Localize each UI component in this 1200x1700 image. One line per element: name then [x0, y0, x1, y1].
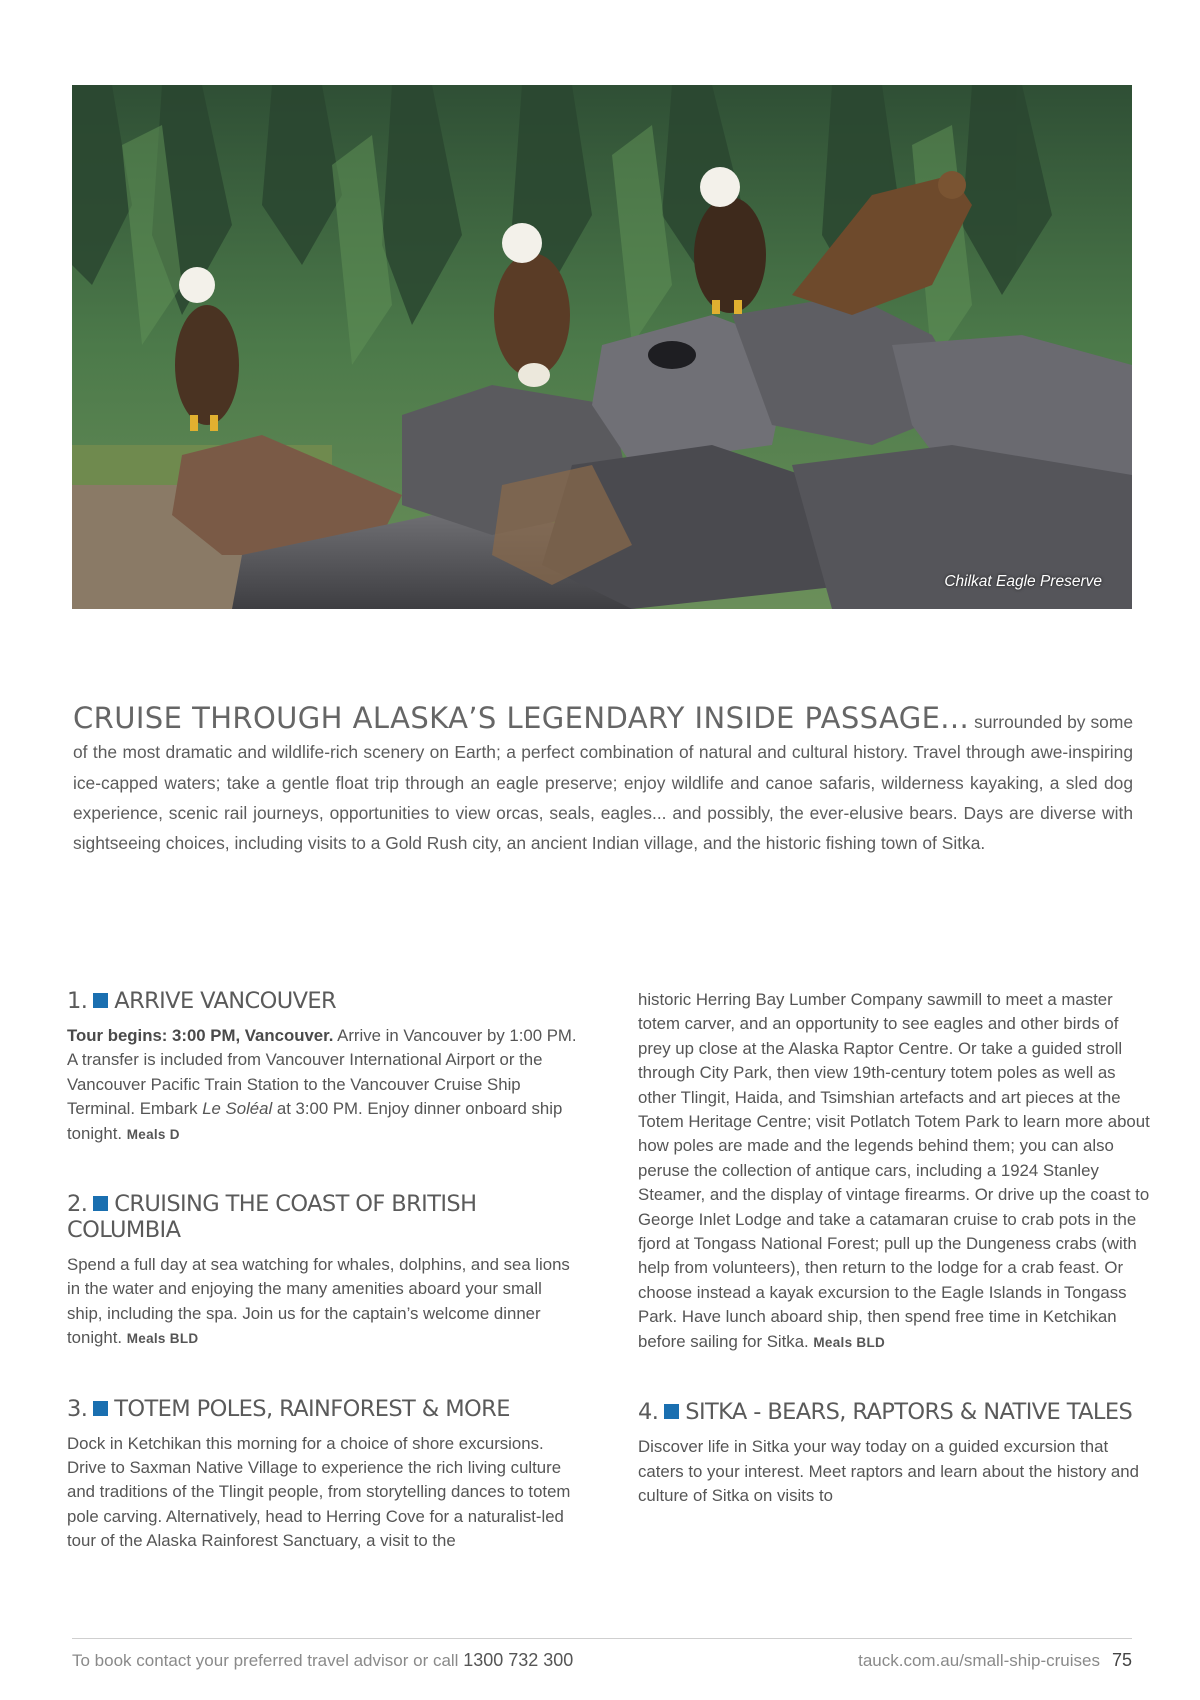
day-text: Spend a full day at sea watching for whales, dolphins, and sea lions in the water and enjoying the many amenities aboard your small ship, including the spa. Join us for the captain’s welcome dinner tonight.: [67, 1255, 570, 1348]
day-text: Arrive in Vancouver by 1:00 PM. A transfer is included from Vancouver International Airport or the Vancouver Pacific Train Station to the Vancouver Cruise Ship Terminal. Embark: [67, 1026, 577, 1119]
day-title: TOTEM POLES, RAINFOREST & MORE: [114, 1395, 510, 1422]
day-title: SITKA - BEARS, RAPTORS & NATIVE TALES: [685, 1399, 1133, 1426]
photo-caption: Chilkat Eagle Preserve: [944, 573, 1102, 590]
booking-text: To book contact your preferred travel advisor or call: [72, 1651, 464, 1670]
meals-label: Meals D: [126, 1126, 180, 1142]
day-number: 4.: [638, 1399, 659, 1426]
meals-label: Meals BLD: [126, 1331, 199, 1347]
day-1-heading: [67, 988, 579, 1014]
page-number: 75: [1111, 1650, 1132, 1670]
day-2-description: [67, 1253, 579, 1352]
itinerary-right-column: [638, 988, 1150, 1552]
day-3: [67, 1396, 579, 1554]
ship-name: Le Soléal: [202, 1099, 273, 1119]
intro-text: surrounded by some of the most dramatic and wildlife-rich scenery on Earth; a perfect combination of natural and cultural history. Travel through awe-inspiring ice-capped waters; take a gentle float trip through an eagle preserve; enjoy wildlife and canoe safaris, wilderness kayaking, a sled dog experience, scenic rail journeys, opportunities to view orcas, seals, eagles... and possibly, the ever-elusive bears. Days are diverse with sightseeing choices, including visits to a Gold Rush city, an ancient Indian village, and the historic fishing town of Sitka.: [73, 712, 1133, 854]
day-4-description: Discover life in Sitka your way today on a guided excursion that caters to your interest. Meet raptors and learn about the history and culture of Sitka on visits to: [638, 1437, 1139, 1505]
day-4: [638, 1399, 1150, 1508]
footer-divider: [72, 1638, 1132, 1639]
day-text: historic Herring Bay Lumber Company sawmill to meet a master totem carver, and an opportunity to see eagles and other birds of prey up close at the Alaska Raptor Centre. Or take a guided stroll through City Park, then view 19th-century totem poles as well as other Tlingit, Haida, and Tsimshian artefacts and art pieces at the Totem Heritage Centre; visit Potlatch Totem Park to learn more about how poles are made and the legends behind them; you can also peruse the collection of antique cars, including a 1924 Stanley Steamer, and the display of vintage firearms. Or drive up the coast to George Inlet Lodge and take a catamaran cruise to crab pots in the fjord at Tongass National Forest; pull up the Dungeness crabs (with help from volunteers), then return to the lodge for a crab feast. Or choose instead a kayak excursion to the Eagle Islands in Tongass Park. Have lunch aboard ship, then spend free time in Ketchikan before sailing for Sitka.: [638, 990, 1150, 1351]
intro-paragraph: [73, 703, 1133, 858]
day-3-continued: [638, 988, 1150, 1355]
day-3-heading: [67, 1396, 579, 1422]
tour-begins-label: Tour begins: 3:00 PM, Vancouver.: [67, 1026, 334, 1045]
square-bullet-icon: [664, 1404, 679, 1419]
square-bullet-icon: [93, 1196, 108, 1211]
footer-right: [858, 1650, 1132, 1671]
square-bullet-icon: [93, 1401, 108, 1416]
day-text: at 3:00 PM. Enjoy dinner onboard ship tonight.: [67, 1099, 563, 1143]
website-link[interactable]: tauck.com.au/small-ship-cruises: [858, 1651, 1100, 1670]
day-1: [67, 988, 579, 1147]
hero-photo: [72, 85, 1132, 609]
day-2: [67, 1191, 579, 1352]
meals-label: Meals BLD: [813, 1334, 886, 1350]
day-4-heading: [638, 1399, 1150, 1425]
intro-headline: CRUISE THROUGH ALASKA’S LEGENDARY INSIDE PASSAGE...: [73, 701, 970, 735]
itinerary-left-column: [67, 988, 579, 1598]
square-bullet-icon: [93, 993, 108, 1008]
eagles-on-rocks-illustration: [72, 85, 1132, 609]
day-2-heading: [67, 1191, 579, 1243]
day-title: ARRIVE VANCOUVER: [114, 988, 337, 1014]
day-3-description: Dock in Ketchikan this morning for a choice of shore excursions. Drive to Saxman Native Village to experience the rich living culture and traditions of the Tlingit people, from storytelling dances to totem pole carving. Alternatively, head to Herring Cove for a naturalist-led tour of the Alaska Rainforest Sanctuary, a visit to the: [67, 1433, 571, 1551]
day-number: 2.: [67, 1191, 88, 1218]
day-number: 1.: [67, 988, 88, 1014]
day-1-description: [67, 1024, 579, 1147]
phone-number[interactable]: 1300 732 300: [463, 1650, 574, 1670]
day-number: 3.: [67, 1395, 88, 1422]
footer-booking-info: [72, 1650, 573, 1671]
day-title: CRUISING THE COAST OF BRITISH COLUMBIA: [67, 1191, 477, 1244]
